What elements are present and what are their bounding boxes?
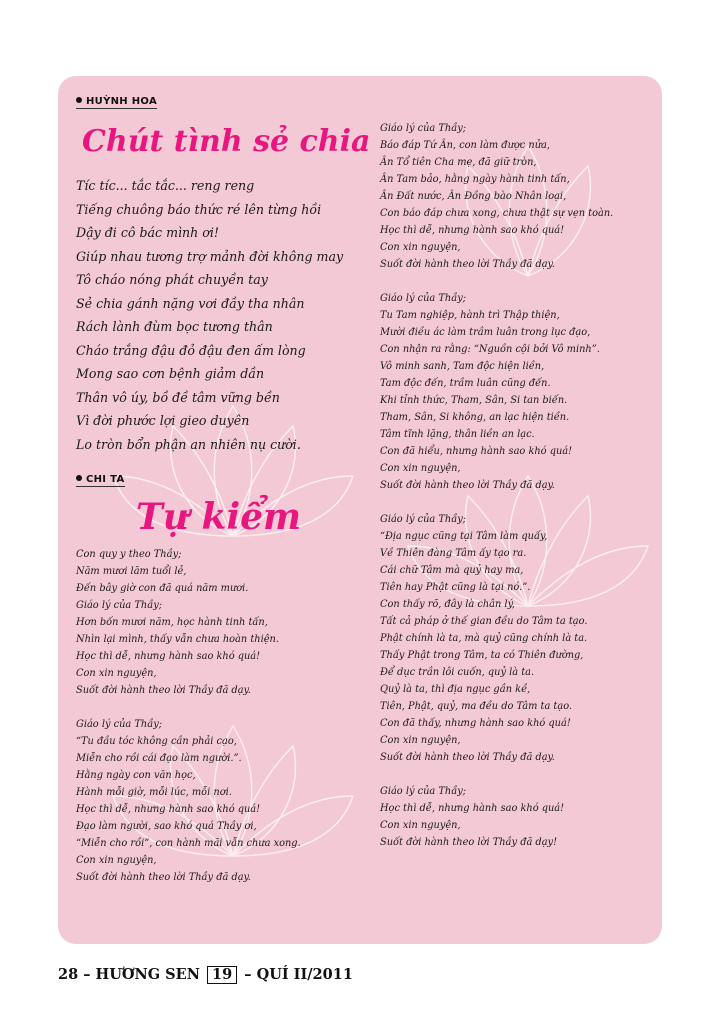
- poem-line: Ân Tam bảo, hằng ngày hành tinh tấn,: [380, 174, 570, 185]
- poem-line: Suốt đời hành theo lời Thầy đã dạy!: [380, 837, 558, 848]
- poem-line: “Miễn cho rồi”, con hành mãi vẫn chưa xong.: [76, 838, 301, 849]
- poem-line: Con xin nguyện,: [380, 820, 461, 831]
- stanza: [76, 716, 301, 886]
- poem1-title: Chút tình sẻ chia: [82, 124, 371, 159]
- poem-line: Tiếng chuông báo thức ré lên từng hồi: [76, 201, 322, 217]
- poem-line: Vì đời phước lợi gieo duyên: [76, 413, 250, 428]
- poem-line: Dậy đi cô bác mình ơi!: [76, 225, 219, 240]
- poem-line: Con nhận ra rằng: “Nguồn cội bởi Vô minh”.: [380, 344, 600, 355]
- footer-page: 28 – HƯƠNG SEN: [58, 966, 200, 983]
- poem-line: Học thì dễ, nhưng hành sao khó quá!: [380, 803, 565, 814]
- poem-line: “Tu đầu tóc không cần phải cạo,: [76, 736, 237, 747]
- poem-line: Quỷ là ta, thì địa ngục gần kề,: [380, 684, 531, 695]
- poem-line: Mười điều ác làm trầm luân trong lục đạo,: [380, 327, 591, 338]
- poem-line: Giáo lý của Thầy;: [76, 719, 163, 730]
- poem-line: Lo tròn bổn phận an nhiên nụ cười.: [76, 436, 301, 452]
- poem-line: Giáo lý của Thầy;: [380, 514, 467, 525]
- poem2-title: Tự kiểm: [136, 496, 302, 538]
- poem-line: Thân vô úy, bồ đề tâm vững bền: [76, 389, 280, 405]
- poem-line: Ân Đất nước, Ân Đồng bào Nhân loại,: [380, 191, 567, 202]
- poem-line: Giáo lý của Thầy;: [76, 600, 163, 611]
- footer-issue: 19: [207, 966, 237, 984]
- poem-line: Miễn cho rồi cái đạo làm người.”.: [76, 753, 242, 764]
- poem-line: Vô minh sanh, Tam độc hiện liền,: [380, 361, 545, 372]
- poem2-right-column: [380, 120, 613, 851]
- poem-line: Con xin nguyện,: [380, 242, 461, 253]
- poem-line: Học thì dễ, nhưng hành sao khó quá!: [76, 651, 261, 662]
- poem1-author: HUỲNH HOA: [76, 96, 157, 109]
- poem-line: Tất cả pháp ở thế gian đều do Tâm ta tạo.: [380, 616, 588, 627]
- poem-line: Giúp nhau tương trợ mảnh đời không may: [76, 248, 344, 264]
- poem-line: Con quy y theo Thầy;: [76, 549, 182, 560]
- poem-line: Năm mươi lăm tuổi lẻ,: [76, 566, 187, 577]
- poem-line: Phật chính là ta, mà quỷ cũng chính là ta.: [380, 633, 588, 644]
- poem-line: Học thì dễ, nhưng hành sao khó quá!: [380, 225, 565, 236]
- poem-line: Suốt đời hành theo lời Thầy đã dạy.: [380, 752, 555, 763]
- poem-line: Đạo làm người, sao khó quá Thầy ơi,: [76, 821, 257, 832]
- poem-line: Sẻ chia gánh nặng vơi đầy tha nhân: [76, 295, 305, 311]
- poem-line: Suốt đời hành theo lời Thầy đã dạy.: [380, 259, 555, 270]
- poem-line: Tâm tĩnh lặng, thân liền an lạc.: [380, 429, 535, 440]
- poem-line: Ân Tổ tiên Cha mẹ, đã giữ tròn,: [380, 157, 537, 168]
- poetry-panel: [58, 76, 662, 944]
- stanza: [380, 290, 613, 494]
- poem-line: Để dục trần lôi cuốn, quỷ là ta.: [380, 667, 535, 678]
- stanza-gap: [380, 273, 613, 290]
- poem-line: Báo đáp Tứ Ân, con làm được nửa,: [380, 140, 550, 151]
- poem-line: Khi tỉnh thức, Tham, Sân, Si tan biến.: [380, 395, 568, 406]
- stanza: [380, 511, 613, 766]
- poem-line: Tham, Sân, Si không, an lạc hiện tiền.: [380, 412, 570, 423]
- footer-quarter: – QUÍ II/2011: [244, 966, 353, 983]
- poem-line: Con báo đáp chưa xong, chưa thật sự vẹn toàn.: [380, 208, 614, 219]
- poem-line: Tu Tam nghiệp, hành trì Thập thiện,: [380, 310, 560, 321]
- poem1-lines: [76, 174, 343, 456]
- poem-line: Rách lành đùm bọc tương thân: [76, 319, 273, 334]
- stanza-gap: [76, 699, 301, 716]
- poem2-left-column: [76, 546, 301, 886]
- page-footer: [58, 966, 353, 984]
- poem-line: Thấy Phật trong Tâm, ta có Thiên đường,: [380, 650, 584, 661]
- poem-line: Con xin nguyện,: [380, 463, 461, 474]
- poem-line: Con thấy rõ, đây là chân lý,: [380, 599, 515, 610]
- poem-line: Cái chữ Tâm mà quỷ hay ma,: [380, 565, 524, 576]
- poem-line: Tam độc đến, trầm luân cũng đến.: [380, 378, 551, 389]
- poem-line: Mong sao cơn bệnh giảm dần: [76, 366, 265, 381]
- bullet-icon: [76, 97, 82, 103]
- poem-line: Con xin nguyện,: [76, 668, 157, 679]
- poem-line: Học thì dễ, nhưng hành sao khó quá!: [76, 804, 261, 815]
- poem-line: Suốt đời hành theo lời Thầy đã dạy.: [380, 480, 555, 491]
- poem-line: Tô cháo nóng phát chuyền tay: [76, 272, 268, 287]
- poem-line: Tíc tíc... tắc tắc... reng reng: [76, 178, 255, 193]
- poem-line: Suốt đời hành theo lời Thầy đã dạy.: [76, 872, 251, 883]
- poem-line: Về Thiên đàng Tâm ấy tạo ra.: [380, 548, 527, 559]
- poem-line: Tiên, Phật, quỷ, ma đều do Tâm ta tạo.: [380, 701, 573, 712]
- stanza: [380, 120, 613, 273]
- poem-line: Giáo lý của Thầy;: [380, 123, 467, 134]
- poem-line: Hành mỗi giờ, mỗi lúc, mỗi nơi.: [76, 787, 232, 798]
- bullet-icon: [76, 475, 82, 481]
- poem-line: Đến bây giờ con đã quá năm mươi.: [76, 583, 249, 594]
- poem-line: Con xin nguyện,: [380, 735, 461, 746]
- poem-line: Con đã thấy, nhưng hành sao khó quá!: [380, 718, 571, 729]
- poem-line: Giáo lý của Thầy;: [380, 293, 467, 304]
- poem-line: “Địa ngục cũng tại Tâm làm quấy,: [380, 531, 548, 542]
- stanza: [76, 546, 301, 699]
- poem-line: Con xin nguyện,: [76, 855, 157, 866]
- poem-line: Tiên hay Phật cũng là tại nó.”.: [380, 582, 531, 593]
- poem-line: Nhìn lại mình, thấy vẫn chưa hoàn thiện.: [76, 634, 279, 645]
- poem-line: Suốt đời hành theo lời Thầy đã dạy.: [76, 685, 251, 696]
- poem-line: Cháo trắng đậu đỏ đậu đen ấm lòng: [76, 342, 306, 358]
- poem-line: Hằng ngày con văn học,: [76, 770, 196, 781]
- poem2-author: CHI TA: [76, 474, 125, 487]
- poem-line: Hơn bốn mươi năm, học hành tinh tấn,: [76, 617, 268, 628]
- poem-line: Con đã hiểu, nhưng hành sao khó quá!: [380, 446, 573, 457]
- poem-line: Giáo lý của Thầy;: [380, 786, 467, 797]
- stanza-gap: [380, 494, 613, 511]
- stanza-gap: [380, 766, 613, 783]
- stanza: [380, 783, 613, 851]
